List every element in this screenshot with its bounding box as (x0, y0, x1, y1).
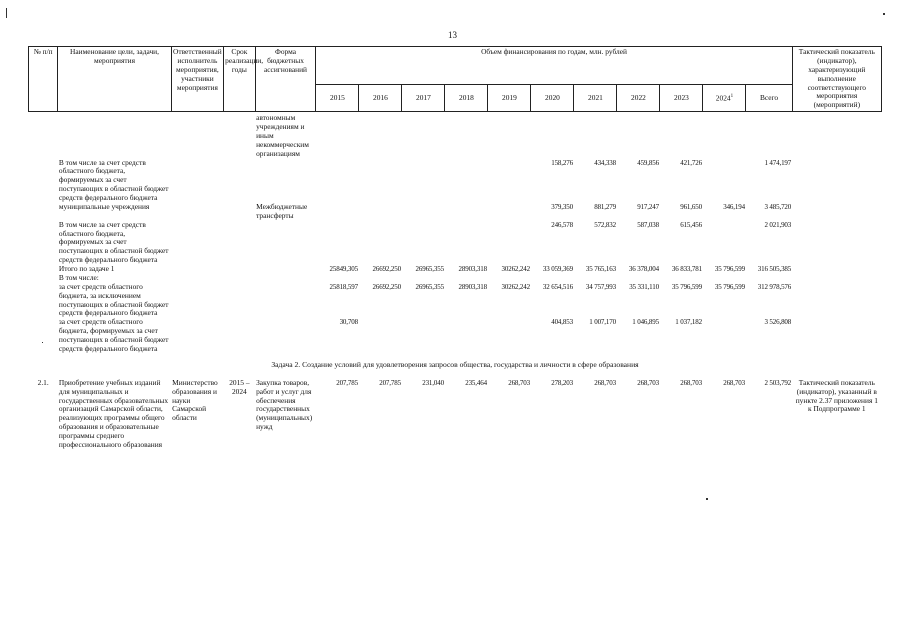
row-form: Межбюджетные трансферты (256, 201, 308, 220)
value-cell: 268,703 (637, 378, 659, 387)
value-cell (359, 159, 402, 203)
value-cell: 207,785 (379, 378, 401, 387)
value-cell: 28903,318 (458, 282, 487, 291)
table-row (29, 265, 882, 274)
value-cell: 1 046,895 (632, 318, 659, 327)
total-cell: 316 505,385 (757, 265, 792, 273)
row-form (255, 221, 316, 265)
value-cell (617, 274, 660, 283)
value-cell: 268,703 (508, 378, 530, 387)
value-cell (488, 318, 531, 354)
value-cell: 30262,242 (501, 265, 530, 273)
value-cell (574, 274, 617, 283)
value-cell: 36 833,781 (671, 265, 702, 273)
value-cell: 235,464 (465, 378, 487, 387)
row-form (255, 318, 316, 354)
value-cell (402, 159, 445, 203)
header-term: Срок реализации, годы (224, 47, 255, 112)
total-cell (746, 274, 792, 283)
value-cell (488, 112, 531, 159)
table-row (29, 274, 882, 283)
value-cell (617, 112, 660, 159)
value-cell (703, 221, 746, 265)
value-cell: 246,578 (551, 220, 573, 229)
value-cell (316, 159, 359, 203)
value-cell: 30262,242 (501, 282, 530, 291)
row-name: муниципальные учреждения (58, 201, 150, 211)
row-name: В том числе за счет средств областного бюджета, формируемых за счет поступающих в областной бюджет средств федерального бюджета (58, 219, 169, 265)
value-cell: 35 796,599 (671, 282, 702, 291)
value-cell: 268,703 (723, 378, 745, 387)
total-cell: 2 503,792 (764, 378, 792, 387)
scan-mark (6, 8, 7, 18)
row-form (255, 283, 316, 319)
value-cell: 881,279 (594, 202, 616, 211)
value-cell: 1 037,182 (675, 318, 702, 327)
row-name: В том числе: (58, 272, 99, 282)
header-year: 2015 (316, 85, 359, 112)
value-cell (488, 274, 531, 283)
header-total: Всего (746, 85, 792, 112)
task-row (29, 354, 882, 379)
table-row (29, 159, 882, 203)
row-form: Закупка товаров, работ и услуг для обеспечения государственных (муниципальных) нужд (256, 377, 313, 432)
total-cell: 312 978,576 (757, 282, 792, 291)
row-name: за счет средств областного бюджета, формируемых за счет поступающих в областной бюджет средств федерального бюджета (58, 317, 169, 353)
value-cell: 158,276 (551, 158, 573, 167)
value-cell: 404,853 (551, 318, 573, 327)
table-row (29, 283, 882, 319)
header-year: 2021 (574, 85, 617, 112)
value-cell (402, 112, 445, 159)
value-cell: 434,338 (594, 158, 616, 167)
row-name: В том числе за счет средств областного бюджета, формируемых за счет поступающих в областной бюджет средств федерального бюджета (58, 157, 169, 202)
header-year: 2019 (488, 85, 531, 112)
value-cell (660, 274, 703, 283)
row-name: Итого по задаче 1 (58, 264, 115, 273)
value-cell: 587,038 (637, 220, 659, 229)
value-cell (359, 274, 402, 283)
value-cell: 30,708 (339, 318, 358, 327)
value-cell: 278,203 (551, 378, 573, 387)
value-cell (445, 274, 488, 283)
value-cell: 379,350 (551, 202, 573, 211)
table-row (29, 318, 882, 354)
value-cell (703, 159, 746, 203)
value-cell (703, 318, 746, 354)
value-cell: 1 007,170 (589, 318, 616, 327)
row-term: 2015 – 2024 (229, 377, 250, 396)
value-cell (445, 112, 488, 159)
value-cell (359, 221, 402, 265)
value-cell (359, 203, 402, 221)
total-cell (746, 112, 792, 159)
value-cell: 35 796,599 (714, 282, 745, 291)
header-form: Форма бюджетных ассигнований (255, 47, 316, 112)
value-cell: 33 059,369 (542, 265, 573, 273)
header-year-2024: 2024$^1$ (703, 85, 746, 112)
row-form (255, 159, 316, 203)
header-year: 2016 (359, 85, 402, 112)
value-cell (445, 159, 488, 203)
table-row (29, 203, 882, 221)
header-year: 2018 (445, 85, 488, 112)
value-cell: 35 765,163 (585, 265, 616, 273)
total-cell: 1 474,197 (764, 158, 792, 167)
value-cell: 25849,305 (329, 265, 358, 273)
value-cell (359, 112, 402, 159)
value-cell: 268,703 (680, 378, 702, 387)
header-name: Наименование цели, задачи, мероприятия (58, 47, 171, 112)
header-year: 2017 (402, 85, 445, 112)
value-cell (660, 112, 703, 159)
table-row (29, 379, 882, 450)
value-cell (402, 318, 445, 354)
value-cell: 26692,250 (372, 282, 401, 291)
value-cell (574, 112, 617, 159)
value-cell: 615,456 (680, 220, 702, 229)
scan-mark (883, 13, 885, 15)
total-cell: 2 021,903 (764, 220, 792, 229)
value-cell: 268,703 (594, 378, 616, 387)
value-cell (316, 112, 359, 159)
total-cell: 3 526,808 (764, 318, 792, 327)
value-cell: 346,194 (723, 202, 745, 211)
value-cell: 26965,355 (415, 265, 444, 273)
value-cell (445, 221, 488, 265)
scan-mark (42, 342, 43, 343)
item-number: 2.1. (37, 377, 49, 387)
header-funding: Объем финансирования по годам, млн. рублей (316, 47, 792, 85)
value-cell (488, 221, 531, 265)
value-cell: 421,726 (680, 158, 702, 167)
financing-table (28, 46, 882, 450)
value-cell (445, 203, 488, 221)
table-row (29, 112, 882, 159)
value-cell: 961,650 (680, 202, 702, 211)
value-cell: 26965,355 (415, 282, 444, 291)
value-cell (402, 203, 445, 221)
header-year: 2023 (660, 85, 703, 112)
value-cell: 572,832 (594, 220, 616, 229)
value-cell (316, 221, 359, 265)
value-cell (402, 274, 445, 283)
page-number: 13 (448, 30, 457, 40)
value-cell (316, 203, 359, 221)
row-form (255, 265, 316, 274)
value-cell (531, 112, 574, 159)
row-responsible: Министерство образования и науки Самарской области (172, 377, 218, 423)
value-cell: 35 796,599 (714, 265, 745, 273)
value-cell: 34 757,993 (585, 282, 616, 291)
value-cell: 459,856 (637, 158, 659, 167)
value-cell: 36 378,004 (628, 265, 659, 273)
value-cell (488, 159, 531, 203)
value-cell: 207,785 (336, 378, 358, 387)
value-cell (488, 203, 531, 221)
value-cell: 28903,318 (458, 265, 487, 273)
header-indicator: Тактический показатель (индикатор), характеризующий выполнение соответствующего мероприятия (мероприятий) (792, 47, 881, 112)
value-cell (402, 221, 445, 265)
row-form: автономным учреждениям и иным некоммерческим организациям (256, 113, 309, 158)
header-num: № п/п (29, 47, 58, 112)
row-name: за счет средств областного бюджета, за исключением поступающих в областной бюджет средств федерального бюджета (58, 281, 169, 318)
value-cell: 231,040 (422, 378, 444, 387)
value-cell (316, 274, 359, 283)
value-cell: 32 654,516 (542, 282, 573, 291)
value-cell (445, 318, 488, 354)
value-cell (359, 318, 402, 354)
scan-mark (706, 498, 708, 500)
total-cell: 3 485,720 (764, 202, 792, 211)
value-cell: 35 331,110 (629, 282, 659, 291)
value-cell: 917,247 (637, 202, 659, 211)
value-cell (703, 112, 746, 159)
value-cell (703, 274, 746, 283)
header-year: 2022 (617, 85, 660, 112)
task-2-title: Задача 2. Создание условий для удовлетворения запросов общества, государства и личности в сфере образования (271, 359, 639, 369)
row-indicator: Тактический показатель (индикатор), указанный в пункте 2.37 приложения 1 к Подпрограмме 1 (795, 377, 878, 414)
row-name (58, 112, 171, 159)
row-name: Приобретение учебных изданий для муниципальных и государственных образовательных организаций Самарской области, реализующих программы общего образования и образовательные программы среднего профессионального образования (58, 377, 169, 449)
table-row (29, 221, 882, 265)
value-cell: 26692,250 (372, 265, 401, 273)
value-cell (531, 274, 574, 283)
row-form (255, 274, 316, 283)
header-responsible: Ответственный исполнитель мероприятия, участники мероприятия (171, 47, 223, 112)
value-cell: 25818,597 (329, 282, 358, 291)
header-year: 2020 (531, 85, 574, 112)
